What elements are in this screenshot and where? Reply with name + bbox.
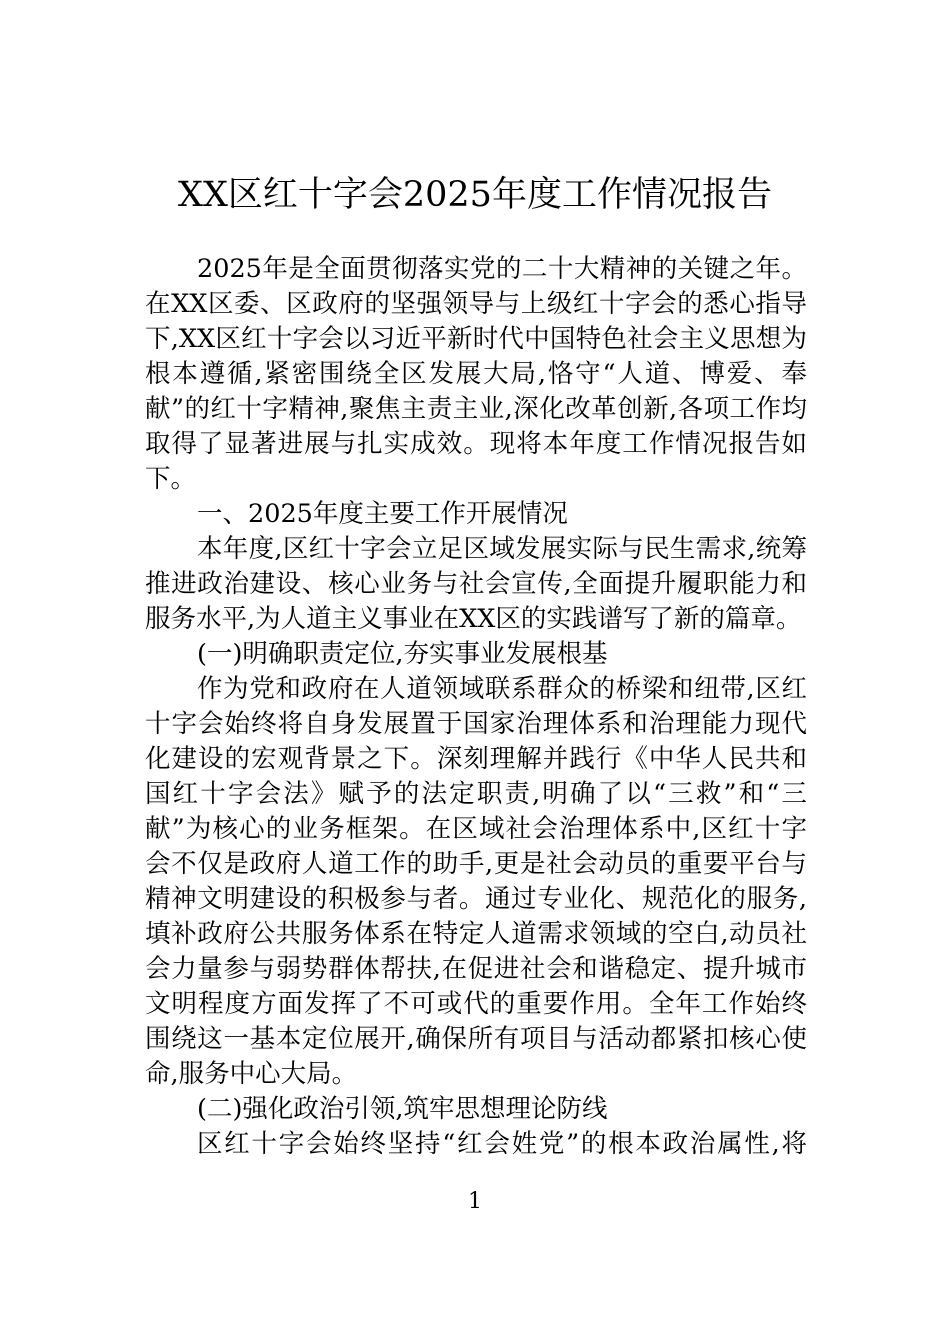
text-line: 十字会始终将自身发展置于国家治理体系和治理能力现代 — [145, 709, 807, 739]
text-line: 服务水平,为人道主义事业在XX区的实践谱写了新的篇章。 — [145, 604, 802, 634]
text-line: 取得了显著进展与扎实成效。现将本年度工作情况报告如 — [145, 429, 807, 459]
text-line: 根本遵循,紧密围绕全区发展大局,恪守“人道、博爱、奉 — [145, 359, 807, 389]
text-line: 区红十字会始终坚持“红会姓党”的根本政治属性,将 — [197, 1129, 807, 1159]
text-line: 精神文明建设的积极参与者。通过专业化、规范化的服务, — [145, 884, 807, 914]
text-line: 围绕这一基本定位展开,确保所有项目与活动都紧扣核心使 — [145, 1024, 807, 1054]
document-title: XX区红十字会2025年度工作情况报告 — [178, 175, 772, 215]
text-line: 下,XX区红十字会以习近平新时代中国特色社会主义思想为 — [145, 324, 807, 354]
text-line: 2025年是全面贯彻落实党的二十大精神的关键之年。 — [197, 254, 807, 284]
document-body — [145, 252, 807, 1162]
text-line: 本年度,区红十字会立足区域发展实际与民生需求,统筹 — [197, 534, 807, 564]
text-line: (一)明确职责定位,夯实事业发展根基 — [197, 639, 608, 669]
text-line: 下。 — [145, 464, 197, 494]
text-line: 推进政治建设、核心业务与社会宣传,全面提升履职能力和 — [145, 569, 807, 599]
text-line: 命,服务中心大局。 — [145, 1059, 358, 1089]
text-line: 献”为核心的业务框架。在区域社会治理体系中,区红十字 — [145, 814, 807, 844]
text-line: 填补政府公共服务体系在特定人道需求领域的空白,动员社 — [145, 919, 807, 949]
text-line: 文明程度方面发挥了不可或代的重要作用。全年工作始终 — [145, 989, 807, 1019]
text-line: 作为党和政府在人道领域联系群众的桥梁和纽带,区红 — [197, 674, 807, 704]
text-line: 化建设的宏观背景之下。深刻理解并践行《中华人民共和 — [145, 744, 807, 774]
text-line: 献”的红十字精神,聚焦主责主业,深化改革创新,各项工作均 — [145, 394, 807, 424]
text-line: 会不仅是政府人道工作的助手,更是社会动员的重要平台与 — [145, 849, 807, 879]
text-line: 在XX区委、区政府的坚强领导与上级红十字会的悉心指导 — [145, 289, 807, 319]
page-number: 1 — [468, 1189, 482, 1214]
text-line: (二)强化政治引领,筑牢思想理论防线 — [197, 1094, 608, 1124]
text-line: 会力量参与弱势群体帮扶,在促进社会和谐稳定、提升城市 — [145, 954, 807, 984]
text-line: 一、2025年度主要工作开展情况 — [197, 499, 568, 529]
text-line: 国红十字会法》赋予的法定职责,明确了以“三救”和“三 — [145, 779, 807, 809]
